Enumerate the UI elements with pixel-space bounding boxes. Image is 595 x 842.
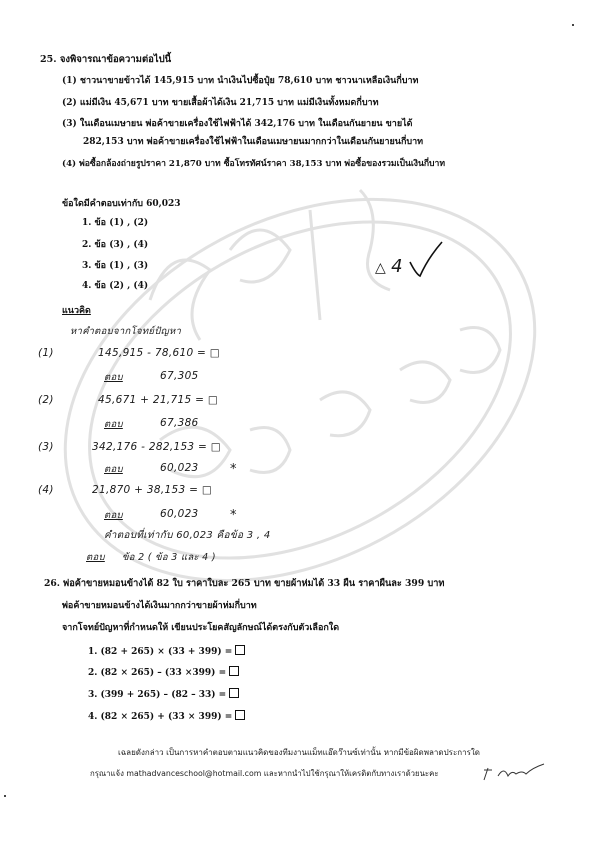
step-1-answer: 67,305	[160, 370, 199, 382]
blank-box-icon	[229, 666, 239, 676]
q26-choice-2-text: 2. (82 × 265) – (33 ×399) =	[88, 668, 227, 678]
q26-choice-3-text: 3. (399 + 265) – (82 – 33) =	[88, 690, 227, 700]
step-1-label: (1)	[38, 347, 54, 359]
answer-mark-number: 4	[391, 256, 403, 277]
q25-header: 25. จงพิจารณาข้อความต่อไปนี้	[40, 54, 172, 65]
q26-line-2: พ่อค้าขายหมอนข้างได้เงินมากกว่าขายผ้าห่มกี่บาท	[62, 601, 257, 611]
step-2-answer: 67,386	[160, 417, 199, 429]
step-4-answer-label: ตอบ	[104, 510, 123, 521]
step-4-star: *	[230, 508, 237, 523]
q25-item-2: (2) แม่มีเงิน 45,671 บาท ขายเสื้อผ้าได้เงิน 21,715 บาท แม่มีเงินทั้งหมดกี่บาท	[62, 98, 379, 108]
solution-heading: แนวคิด	[62, 306, 91, 316]
q25-item-4: (4) พ่อซื้อกล้องถ่ายรูปราคา 21,870 บาท ซื้อโทรทัศน์ราคา 38,153 บาท พ่อซื้อของรวมเป็นเงินกี่บาท	[62, 159, 446, 169]
answer-mark	[375, 240, 444, 280]
step-4-expr: 21,870 + 38,153 = □	[92, 484, 213, 496]
footer-line-2: กรุณาแจ้ง mathadvanceschool@hotmail.com และหากนำไปใช้กรุณาให้เครดิตกับทางเราด้วยนะคะ	[90, 769, 439, 778]
blank-box-icon	[235, 710, 245, 720]
step-1-expr: 145,915 - 78,610 = □	[98, 347, 221, 359]
blank-box-icon	[235, 645, 245, 655]
final-answer-label: ตอบ	[86, 552, 105, 563]
solution-intro: หาคำตอบจากโจทย์ปัญหา	[70, 326, 182, 337]
step-3-answer: 60,023	[160, 462, 199, 474]
step-4-answer: 60,023	[160, 508, 199, 520]
solution-conclusion: คำตอบที่เท่ากับ 60,023 คือข้อ 3 , 4	[104, 530, 271, 541]
q26-header: 26. พ่อค้าขายหมอนข้างได้ 82 ใบ ราคาใบละ 265 บาท ขายผ้าห่มได้ 33 ผืน ราคาผืนละ 399 บาท	[44, 578, 445, 589]
q26-choice-4	[88, 710, 245, 722]
q26-choice-1-text: 1. (82 + 265) × (33 + 399) =	[88, 647, 233, 657]
answer-mark-triangle-icon: △	[375, 260, 387, 276]
q26-line-3: จากโจทย์ปัญหาที่กำหนดให้ เขียนประโยคสัญลักษณ์ได้ตรงกับตัวเลือกใด	[62, 623, 340, 633]
signature-icon	[480, 762, 550, 784]
q26-choice-3	[88, 688, 239, 700]
step-1-answer-label: ตอบ	[104, 372, 123, 383]
step-3-answer-label: ตอบ	[104, 464, 123, 475]
q25-choice-1: 1. ข้อ (1) , (2)	[82, 218, 149, 228]
footer-line-1: เฉลยดังกล่าว เป็นการหาคำตอบตามแนวคิดของทีมงานแม็ทแอ๊ดว๊านซ์เท่านั้น หากมีข้อผิดพลาดประการใด	[118, 748, 480, 757]
q26-choice-2	[88, 666, 239, 678]
q25-item-1: (1) ชาวนาขายข้าวได้ 145,915 บาท นำเงินไปซื้อปุ๋ย 78,610 บาท ชาวนาเหลือเงินกี่บาท	[62, 76, 419, 86]
final-answer: ข้อ 2 ( ข้อ 3 และ 4 )	[122, 552, 216, 563]
checkmark-icon	[408, 240, 444, 280]
q25-choice-2: 2. ข้อ (3) , (4)	[82, 240, 149, 250]
scan-speck	[4, 795, 6, 797]
q25-choice-4: 4. ข้อ (2) , (4)	[82, 281, 149, 291]
step-3-label: (3)	[38, 441, 54, 453]
step-2-label: (2)	[38, 394, 54, 406]
q26-choice-4-text: 4. (82 × 265) + (33 × 399) =	[88, 712, 233, 722]
q25-prompt: ข้อใดมีคำตอบเท่ากับ 60,023	[62, 199, 181, 209]
step-4-label: (4)	[38, 484, 54, 496]
step-3-star: *	[230, 462, 237, 477]
step-3-expr: 342,176 - 282,153 = □	[92, 441, 221, 453]
scan-speck	[572, 24, 574, 26]
blank-box-icon	[229, 688, 239, 698]
q25-item-3: (3) ในเดือนเมษายน พ่อค้าขายเครื่องใช้ไฟฟ้าได้ 342,176 บาท ในเดือนกันยายน ขายได้	[62, 119, 413, 129]
q25-choice-3: 3. ข้อ (1) , (3)	[82, 261, 149, 271]
step-2-expr: 45,671 + 21,715 = □	[98, 394, 219, 406]
q25-item-3-cont: 282,153 บาท พ่อค้าขายเครื่องใช้ไฟฟ้าในเดือนเมษายนมากกว่าในเดือนกันยายนกี่บาท	[83, 137, 424, 147]
step-2-answer-label: ตอบ	[104, 419, 123, 430]
q26-choice-1	[88, 645, 245, 657]
